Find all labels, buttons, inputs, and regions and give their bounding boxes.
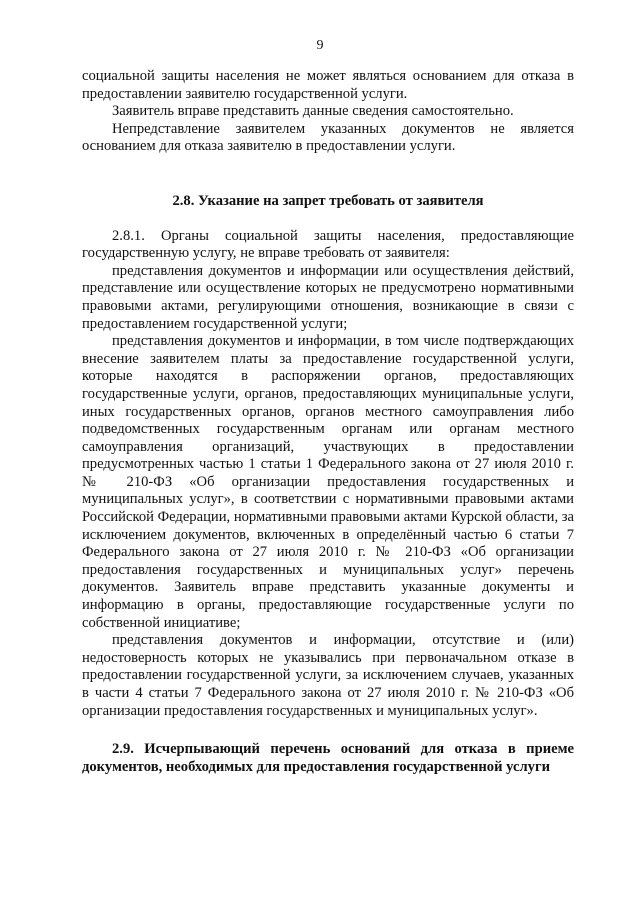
page-number: 9 (316, 38, 324, 53)
section-2-8-paragraph-4: представления документов и информации, отсутствие и (или) недостоверность которых не указывались при первоначальном отказе в предоставлении государственной услуги, за исключением случаев, указанных в части 4 статьи 7 Федерального закона от 27 июля 2010 г. № 210-ФЗ «Об организации предоставления государственных и муниципальных услуг». (82, 632, 574, 719)
intro-paragraph-2: Заявитель вправе представить данные сведения самостоятельно. (112, 103, 514, 120)
intro-paragraph-3: Непредставление заявителем указанных документов не является основанием для отказа заявителю в предоставлении услуги. (82, 120, 574, 155)
intro-paragraph-1: социальной защиты населения не может являться основанием для отказа в предоставлении заявителю государственной услуги. (82, 68, 574, 102)
page-content (82, 68, 574, 776)
section-2-8-heading: 2.8. Указание на запрет требовать от заявителя (172, 192, 484, 209)
section-2-9-heading: 2.9. Исчерпывающий перечень оснований для отказа в приеме документов, необходимых для предоставления государственной услуги (82, 741, 574, 775)
section-2-8-paragraph-2: представления документов и информации или осуществления действий, представление или осуществление которых не предусмотрено нормативными правовыми актами, регулирующими отношения, возникающие в связи с предоставлением государственной услуги; (82, 262, 574, 332)
section-2-8-paragraph-3: представления документов и информации, в том числе подтверждающих внесение заявителем платы за предоставление государственной услуги, которые находятся в распоряжении органов, предоставляющих государственные услуги, органов, предоставляющих муниципальные услуги, иных государственных органов, органов местного самоуправления либо подведомственных государственным органам или органам местного самоуправления организаций, участвующих в предоставлении предусмотренных частью 1 статьи 1 Федерального закона от 27 июля 2010 г. № 210-ФЗ «Об организации предоставления государственных и муниципальных услуг», в соответствии с нормативными правовыми актами Российской Федерации, нормативными правовыми актами Курской области, за исключением документов, включенных в определённый частью 6 статьи 7 Федерального закона от 27 июля 2010 г. № 210-ФЗ «Об организации предоставления государственных и муниципальных услуг» перечень документов. Заявитель вправе представить указанные документы и информацию в органы, предоставляющие государственные услуги по собственной инициативе; (82, 333, 574, 631)
section-2-8-paragraph-1: 2.8.1. Органы социальной защиты населения, предоставляющие государственную услугу, не вправе требовать от заявителя: (82, 227, 574, 262)
